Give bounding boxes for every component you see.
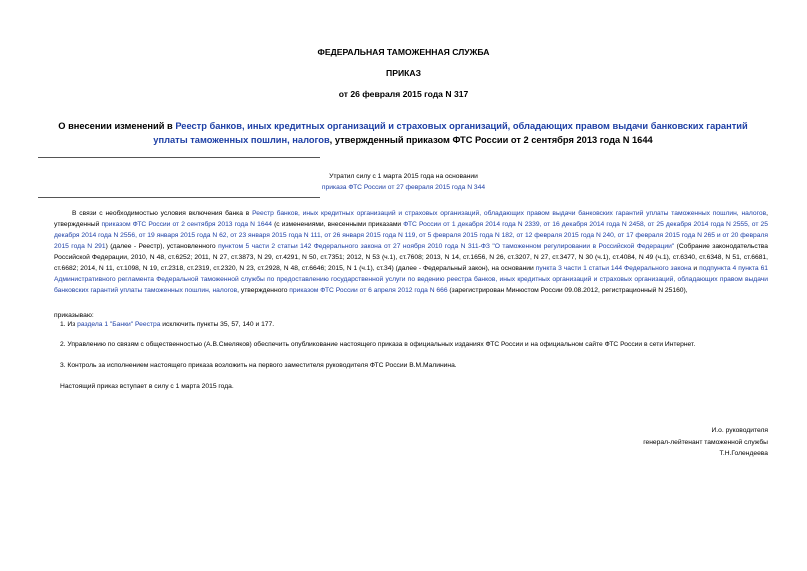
preamble-text: (с изменениями, внесенными приказами: [271, 221, 404, 228]
signature-position: И.о. руководителя: [711, 427, 768, 434]
item-1-text: 1. Из: [60, 321, 78, 328]
signature-name: Т.Н.Голендеева: [719, 450, 768, 457]
preamble-text: (Собрание законодательства Российской Федерации, 2010, N 48, ст.6252; 2011, N 27, ст.3873, N 29, ст.4291, N 50, ст.7351; 2012, N 53 (ч.1), ст.7608; 2013, N 14, ст.1656, N 26, ст.3207, N 27, ст.3477, N 30 (ч.1), ст.4084, N 49 (ч.1), ст.6340, ст.6348, N 51, ст.6681, ст.6682; 2014, N 11, ст.1098, N 19, ст.2318, ст.2319, ст.2320, N 23, ст.2928, N 48, ст.6646; 2015, N 1 (ч.1), ст.34) (далее - Федеральный закон), на основании: [54, 243, 768, 272]
law-article-link[interactable]: пункта 3 части 1 статьи 144 Федерального закона: [535, 265, 692, 272]
item-1: [60, 321, 274, 328]
title-suffix: , утвержденный приказом ФТС России от 2 сентября 2013 года N 1644: [329, 135, 653, 145]
top-divider: [38, 157, 320, 158]
effective-date: Настоящий приказ вступает в силу с 1 марта 2015 года.: [60, 383, 234, 390]
section-1-link[interactable]: раздела 1 "Банки" Реестра: [77, 321, 161, 328]
registry-link[interactable]: Реестр банков, иных кредитных организаций и страховых организаций, обладающих правом выдачи банковских гарантий уплаты таможенных пошлин, налогов: [252, 210, 767, 217]
signature-block: [643, 425, 768, 460]
item-2: 2. Управлению по связям с общественностью (А.В.Смеляков) обеспечить опубликование настоящего приказа в официальных изданиях ФТС России и на официальном сайте ФТС России в сети Интернет.: [60, 341, 696, 348]
order-666-link[interactable]: приказом ФТС России от 6 апреля 2012 года N 666: [289, 287, 448, 294]
regulation-link[interactable]: подпункта 4 пункта 61 Административного регламента Федеральной таможенной службы по предоставлению государственной услуги по ведению реестра банков, иных кредитных организаций и страховых организаций, обладающих правом выдачи банковских гарантий уплаты таможенных пошлин, налогов: [54, 265, 769, 294]
title-prefix: О внесении изменений в: [58, 121, 176, 131]
item-3: 3. Контроль за исполнением настоящего приказа возложить на первого заместителя руководителя ФТС России В.М.Малинина.: [60, 362, 457, 369]
federal-law-link[interactable]: пунктом 5 части 2 статьи 142 Федерального закона от 27 ноября 2010 года N 311-ФЗ "О таможенном регулировании в Российской Федерации": [218, 243, 675, 250]
preamble-text: (зарегистрирован Минюстом России 09.08.2012, регистрационный N 25160),: [447, 287, 688, 294]
document-title: [48, 119, 758, 147]
preamble: [54, 208, 768, 296]
signature-rank: генерал-лейтенант таможенной службы: [643, 438, 768, 446]
preamble-text: и: [691, 265, 700, 272]
status-note-text: Утратил силу с 1 марта 2015 года на основании: [329, 173, 478, 180]
agency-name: ФЕДЕРАЛЬНАЯ ТАМОЖЕННАЯ СЛУЖБА: [317, 47, 490, 57]
preamble-text: ) (далее - Реестр), установленного: [105, 243, 219, 250]
amendments-link[interactable]: ФТС России от 1 декабря 2014 года N 2339, от 16 декабря 2014 года N 2458, от 25 декабря 2014 года N 2555, от 25 декабря 2014 года N 2556, от 19 января 2015 года N 62, от 23 января 2015 года N 111, от 26 января 2015 года N 119, от 5 февраля 2015 года N 182, от 12 февраля 2015 года N 240, от 17 февраля 2015 года N 265 и от 20 февраля 2015 года N 291: [54, 221, 768, 250]
bottom-divider: [38, 197, 320, 198]
preamble-text: В связи с необходимостью условия включения банка в: [72, 210, 253, 217]
date-number: от 26 февраля 2015 года N 317: [338, 89, 469, 99]
registry-link[interactable]: Реестр банков, иных кредитных организаций и страховых организаций, обладающих правом выдачи банковских гарантий уплаты таможенных пошлин, налогов: [153, 121, 748, 145]
status-note: [280, 171, 527, 193]
preamble-text: , утвержденного: [237, 287, 290, 294]
repeal-order-link[interactable]: приказа ФТС России от 27 февраля 2015 года N 344: [321, 184, 486, 191]
order-word: приказываю:: [54, 312, 94, 319]
preamble-text: , утвержденный: [54, 210, 768, 228]
item-1-text: исключить пункты 35, 57, 140 и 177.: [160, 321, 275, 328]
document-type: ПРИКАЗ: [386, 68, 421, 78]
order-1644-link[interactable]: приказом ФТС России от 2 сентября 2013 года N 1644: [101, 221, 272, 228]
